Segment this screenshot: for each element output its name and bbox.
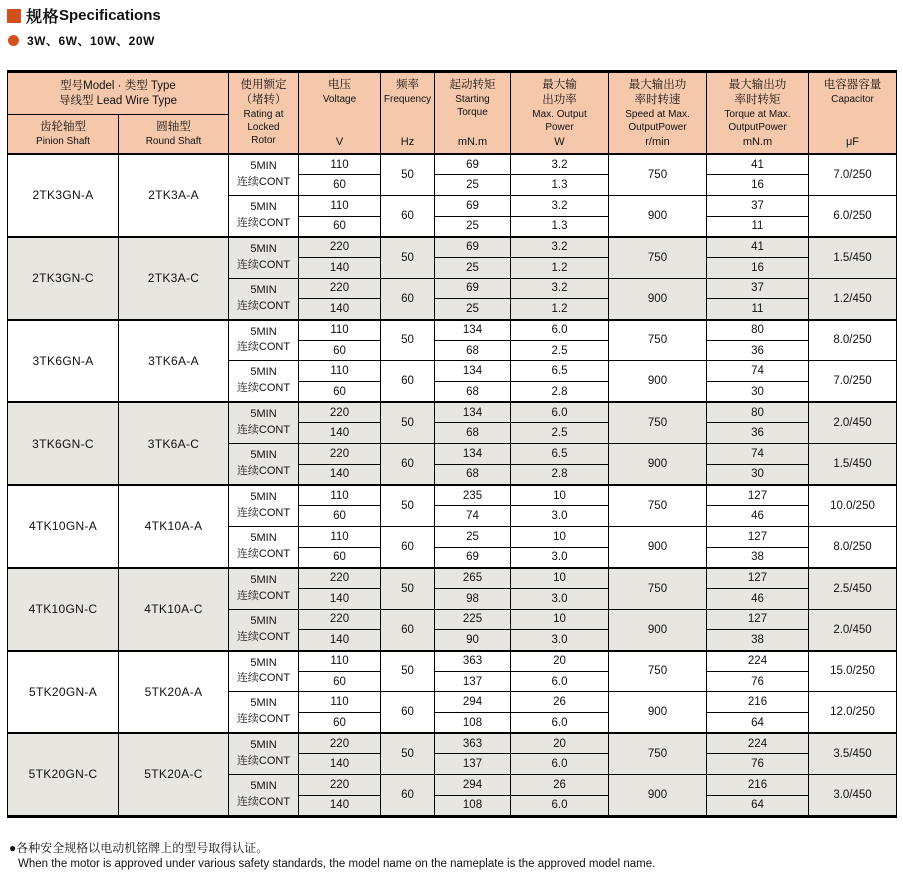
frequency-cell: 50 — [381, 568, 435, 609]
capacitor-cell: 3.0/450 — [809, 775, 897, 816]
starting-torque-cell: 134 — [435, 320, 511, 341]
max-power-cell: 1.2 — [511, 299, 609, 320]
capacitor-cell: 7.0/250 — [809, 361, 897, 402]
starting-torque-cell: 294 — [435, 692, 511, 713]
voltage-cell: 220 — [299, 278, 381, 299]
speed-cell: 750 — [609, 320, 707, 361]
max-torque-cell: 76 — [707, 754, 809, 775]
max-torque-cell: 38 — [707, 630, 809, 651]
capacitor-cell: 2.0/450 — [809, 609, 897, 650]
frequency-cell: 60 — [381, 775, 435, 816]
max-torque-cell: 216 — [707, 692, 809, 713]
max-power-cell: 26 — [511, 692, 609, 713]
max-power-cell: 2.8 — [511, 464, 609, 485]
footnote-en: When the motor is approved under various safety standards, the model name on the nameplate is the approved model name. — [18, 857, 656, 870]
frequency-cell: 50 — [381, 154, 435, 195]
col-header-starting-torque: 起动转矩 Starting Torque mN.m — [435, 72, 511, 155]
speed-cell: 750 — [609, 237, 707, 278]
voltage-cell: 220 — [299, 609, 381, 630]
col-header-pinion-shaft: 齿轮轴型 Pinion Shaft — [8, 115, 119, 154]
model-round-cell: 2TK3A-A — [119, 154, 229, 237]
max-power-cell: 10 — [511, 568, 609, 589]
spec-table-body — [8, 154, 897, 816]
frequency-cell: 50 — [381, 485, 435, 526]
speed-cell: 900 — [609, 609, 707, 650]
max-torque-cell: 11 — [707, 216, 809, 237]
voltage-cell: 60 — [299, 506, 381, 527]
voltage-cell: 140 — [299, 588, 381, 609]
max-power-cell: 3.0 — [511, 630, 609, 651]
starting-torque-cell: 25 — [435, 299, 511, 320]
rating-cell: 5MIN 连续CONT — [229, 154, 299, 195]
speed-cell: 750 — [609, 485, 707, 526]
starting-torque-cell: 294 — [435, 775, 511, 796]
col-header-max-torque: 最大输出功 率时转矩 Torque at Max. OutputPower mN.m — [707, 72, 809, 155]
starting-torque-cell: 69 — [435, 547, 511, 568]
starting-torque-cell: 68 — [435, 382, 511, 403]
max-power-cell: 6.0 — [511, 402, 609, 423]
max-torque-cell: 64 — [707, 713, 809, 734]
rating-cell: 5MIN 连续CONT — [229, 361, 299, 402]
capacitor-cell: 7.0/250 — [809, 154, 897, 195]
table-row — [8, 485, 897, 506]
speed-cell: 900 — [609, 278, 707, 319]
speed-cell: 900 — [609, 195, 707, 236]
capacitor-cell: 3.5/450 — [809, 733, 897, 774]
table-header — [8, 72, 897, 155]
max-torque-cell: 80 — [707, 320, 809, 341]
max-torque-cell: 36 — [707, 340, 809, 361]
voltage-cell: 140 — [299, 257, 381, 278]
max-power-cell: 1.3 — [511, 216, 609, 237]
max-power-cell: 6.5 — [511, 361, 609, 382]
page-title-zh: 规格 — [26, 9, 60, 26]
max-power-cell: 3.2 — [511, 278, 609, 299]
max-power-cell: 6.5 — [511, 444, 609, 465]
voltage-cell: 140 — [299, 754, 381, 775]
max-power-cell: 3.2 — [511, 154, 609, 175]
speed-cell: 750 — [609, 568, 707, 609]
col-header-capacitor: 电容器容量 Capacitor μF — [809, 72, 897, 155]
max-power-cell: 1.3 — [511, 175, 609, 196]
voltage-cell: 140 — [299, 299, 381, 320]
speed-cell: 900 — [609, 444, 707, 485]
max-power-cell: 26 — [511, 775, 609, 796]
max-torque-cell: 127 — [707, 568, 809, 589]
rating-cell: 5MIN 连续CONT — [229, 195, 299, 236]
frequency-cell: 60 — [381, 361, 435, 402]
max-torque-cell: 46 — [707, 588, 809, 609]
footnote-zh: ●各种安全规格以电动机铭牌上的型号取得认证。 — [9, 840, 269, 855]
frequency-cell: 60 — [381, 609, 435, 650]
speed-cell: 900 — [609, 361, 707, 402]
model-pinion-cell: 3TK6GN-A — [8, 320, 119, 403]
max-torque-cell: 46 — [707, 506, 809, 527]
capacitor-cell: 15.0/250 — [809, 651, 897, 692]
starting-torque-cell: 134 — [435, 444, 511, 465]
starting-torque-cell: 68 — [435, 464, 511, 485]
voltage-cell: 140 — [299, 423, 381, 444]
model-header-line2: 导线型 Lead Wire Type — [58, 94, 178, 107]
max-torque-cell: 16 — [707, 257, 809, 278]
model-round-cell: 3TK6A-C — [119, 402, 229, 485]
rating-cell: 5MIN 连续CONT — [229, 526, 299, 567]
max-torque-cell: 224 — [707, 651, 809, 672]
frequency-cell: 60 — [381, 692, 435, 733]
starting-torque-cell: 74 — [435, 506, 511, 527]
col-header-round-shaft: 圆轴型 Round Shaft — [119, 115, 229, 154]
max-power-cell: 3.2 — [511, 195, 609, 216]
voltage-cell: 110 — [299, 195, 381, 216]
section-marker-icon — [7, 9, 21, 23]
starting-torque-cell: 137 — [435, 754, 511, 775]
col-header-model — [8, 72, 229, 115]
starting-torque-cell: 98 — [435, 588, 511, 609]
max-power-cell: 2.5 — [511, 340, 609, 361]
speed-cell: 750 — [609, 402, 707, 443]
bullet-icon — [8, 35, 19, 46]
max-power-cell: 10 — [511, 609, 609, 630]
starting-torque-cell: 134 — [435, 361, 511, 382]
max-power-cell: 6.0 — [511, 713, 609, 734]
voltage-cell: 60 — [299, 175, 381, 196]
starting-torque-cell: 235 — [435, 485, 511, 506]
starting-torque-cell: 69 — [435, 278, 511, 299]
starting-torque-cell: 25 — [435, 216, 511, 237]
model-round-cell: 3TK6A-A — [119, 320, 229, 403]
max-torque-cell: 37 — [707, 195, 809, 216]
starting-torque-cell: 225 — [435, 609, 511, 630]
frequency-cell: 60 — [381, 444, 435, 485]
max-power-cell: 20 — [511, 651, 609, 672]
starting-torque-cell: 265 — [435, 568, 511, 589]
starting-torque-cell: 363 — [435, 733, 511, 754]
max-torque-cell: 127 — [707, 526, 809, 547]
max-power-cell: 3.0 — [511, 506, 609, 527]
starting-torque-cell: 69 — [435, 195, 511, 216]
voltage-cell: 220 — [299, 568, 381, 589]
model-round-cell: 4TK10A-C — [119, 568, 229, 651]
rating-cell: 5MIN 连续CONT — [229, 692, 299, 733]
max-power-cell: 3.2 — [511, 237, 609, 258]
capacitor-cell: 1.5/450 — [809, 444, 897, 485]
max-torque-cell: 38 — [707, 547, 809, 568]
capacitor-cell: 6.0/250 — [809, 195, 897, 236]
model-header-line1: 型号Model · 类型 Type — [60, 79, 176, 92]
speed-cell: 900 — [609, 775, 707, 816]
max-torque-cell: 127 — [707, 485, 809, 506]
starting-torque-cell: 25 — [435, 257, 511, 278]
max-torque-cell: 11 — [707, 299, 809, 320]
rating-cell: 5MIN 连续CONT — [229, 485, 299, 526]
capacitor-cell: 8.0/250 — [809, 320, 897, 361]
voltage-cell: 60 — [299, 382, 381, 403]
max-torque-cell: 80 — [707, 402, 809, 423]
starting-torque-cell: 134 — [435, 402, 511, 423]
max-power-cell: 6.0 — [511, 671, 609, 692]
table-row — [8, 568, 897, 589]
table-row — [8, 237, 897, 258]
voltage-cell: 110 — [299, 361, 381, 382]
max-power-cell: 1.2 — [511, 257, 609, 278]
voltage-cell: 60 — [299, 671, 381, 692]
starting-torque-cell: 90 — [435, 630, 511, 651]
starting-torque-cell: 69 — [435, 237, 511, 258]
starting-torque-cell: 69 — [435, 154, 511, 175]
table-row — [8, 651, 897, 672]
table-row — [8, 402, 897, 423]
max-torque-cell: 41 — [707, 237, 809, 258]
rating-cell: 5MIN 连续CONT — [229, 320, 299, 361]
col-header-rating: 使用额定 （堵转） Rating at Locked Rotor — [229, 72, 299, 155]
max-torque-cell: 64 — [707, 795, 809, 816]
voltage-cell: 110 — [299, 651, 381, 672]
starting-torque-cell: 363 — [435, 651, 511, 672]
frequency-cell: 50 — [381, 733, 435, 774]
voltage-cell: 110 — [299, 154, 381, 175]
max-power-cell: 10 — [511, 485, 609, 506]
col-header-voltage: 电压 Voltage V — [299, 72, 381, 155]
voltage-cell: 110 — [299, 526, 381, 547]
frequency-cell: 60 — [381, 278, 435, 319]
voltage-cell: 220 — [299, 775, 381, 796]
speed-cell: 750 — [609, 651, 707, 692]
capacitor-cell: 1.2/450 — [809, 278, 897, 319]
rating-cell: 5MIN 连续CONT — [229, 609, 299, 650]
speed-cell: 900 — [609, 526, 707, 567]
rating-cell: 5MIN 连续CONT — [229, 402, 299, 443]
max-torque-cell: 224 — [707, 733, 809, 754]
frequency-cell: 50 — [381, 237, 435, 278]
voltage-cell: 60 — [299, 340, 381, 361]
model-pinion-cell: 2TK3GN-C — [8, 237, 119, 320]
page-title-en: Specifications — [59, 7, 161, 24]
model-pinion-cell: 5TK20GN-A — [8, 651, 119, 734]
capacitor-cell: 8.0/250 — [809, 526, 897, 567]
max-power-cell: 6.0 — [511, 795, 609, 816]
speed-cell: 750 — [609, 733, 707, 774]
col-header-max-power: 最大输 出功率 Max. Output Power W — [511, 72, 609, 155]
max-torque-cell: 216 — [707, 775, 809, 796]
frequency-cell: 60 — [381, 195, 435, 236]
rating-cell: 5MIN 连续CONT — [229, 444, 299, 485]
rating-cell: 5MIN 连续CONT — [229, 278, 299, 319]
capacitor-cell: 1.5/450 — [809, 237, 897, 278]
max-torque-cell: 37 — [707, 278, 809, 299]
rating-cell: 5MIN 连续CONT — [229, 733, 299, 774]
speed-cell: 750 — [609, 154, 707, 195]
wattage-line — [7, 33, 896, 48]
starting-torque-cell: 137 — [435, 671, 511, 692]
frequency-cell: 50 — [381, 320, 435, 361]
max-torque-cell: 127 — [707, 609, 809, 630]
voltage-cell: 220 — [299, 237, 381, 258]
voltage-cell: 140 — [299, 464, 381, 485]
max-power-cell: 3.0 — [511, 547, 609, 568]
starting-torque-cell: 68 — [435, 340, 511, 361]
model-pinion-cell: 5TK20GN-C — [8, 733, 119, 816]
starting-torque-cell: 25 — [435, 526, 511, 547]
footnote — [7, 840, 896, 873]
frequency-cell: 60 — [381, 526, 435, 567]
voltage-cell: 220 — [299, 402, 381, 423]
voltage-cell: 220 — [299, 733, 381, 754]
max-torque-cell: 76 — [707, 671, 809, 692]
rating-cell: 5MIN 连续CONT — [229, 237, 299, 278]
voltage-cell: 110 — [299, 692, 381, 713]
max-torque-cell: 30 — [707, 382, 809, 403]
specifications-table — [7, 70, 897, 818]
starting-torque-cell: 68 — [435, 423, 511, 444]
table-row — [8, 154, 897, 175]
voltage-cell: 220 — [299, 444, 381, 465]
model-pinion-cell: 2TK3GN-A — [8, 154, 119, 237]
max-power-cell: 2.5 — [511, 423, 609, 444]
col-header-frequency: 频率 Frequency Hz — [381, 72, 435, 155]
voltage-cell: 110 — [299, 485, 381, 506]
max-power-cell: 6.0 — [511, 754, 609, 775]
model-round-cell: 4TK10A-A — [119, 485, 229, 568]
starting-torque-cell: 108 — [435, 795, 511, 816]
max-torque-cell: 74 — [707, 444, 809, 465]
max-power-cell: 3.0 — [511, 588, 609, 609]
capacitor-cell: 2.5/450 — [809, 568, 897, 609]
col-header-speed: 最大输出功 率时转速 Speed at Max. OutputPower r/min — [609, 72, 707, 155]
starting-torque-cell: 108 — [435, 713, 511, 734]
wattage-list: 3W、6W、10W、20W — [27, 34, 155, 48]
rating-cell: 5MIN 连续CONT — [229, 775, 299, 816]
table-row — [8, 733, 897, 754]
max-power-cell: 10 — [511, 526, 609, 547]
max-torque-cell: 36 — [707, 423, 809, 444]
max-power-cell: 6.0 — [511, 320, 609, 341]
model-round-cell: 5TK20A-A — [119, 651, 229, 734]
voltage-cell: 60 — [299, 216, 381, 237]
voltage-cell: 60 — [299, 547, 381, 568]
voltage-cell: 60 — [299, 713, 381, 734]
table-row — [8, 320, 897, 341]
voltage-cell: 140 — [299, 630, 381, 651]
capacitor-cell: 2.0/450 — [809, 402, 897, 443]
starting-torque-cell: 25 — [435, 175, 511, 196]
model-pinion-cell: 4TK10GN-A — [8, 485, 119, 568]
section-title — [7, 5, 896, 26]
model-round-cell: 5TK20A-C — [119, 733, 229, 816]
max-torque-cell: 74 — [707, 361, 809, 382]
voltage-cell: 140 — [299, 795, 381, 816]
rating-cell: 5MIN 连续CONT — [229, 651, 299, 692]
frequency-cell: 50 — [381, 402, 435, 443]
max-torque-cell: 16 — [707, 175, 809, 196]
max-power-cell: 2.8 — [511, 382, 609, 403]
max-power-cell: 20 — [511, 733, 609, 754]
model-round-cell: 2TK3A-C — [119, 237, 229, 320]
max-torque-cell: 41 — [707, 154, 809, 175]
rating-cell: 5MIN 连续CONT — [229, 568, 299, 609]
model-pinion-cell: 4TK10GN-C — [8, 568, 119, 651]
capacitor-cell: 10.0/250 — [809, 485, 897, 526]
voltage-cell: 110 — [299, 320, 381, 341]
max-torque-cell: 30 — [707, 464, 809, 485]
frequency-cell: 50 — [381, 651, 435, 692]
speed-cell: 900 — [609, 692, 707, 733]
capacitor-cell: 12.0/250 — [809, 692, 897, 733]
model-pinion-cell: 3TK6GN-C — [8, 402, 119, 485]
